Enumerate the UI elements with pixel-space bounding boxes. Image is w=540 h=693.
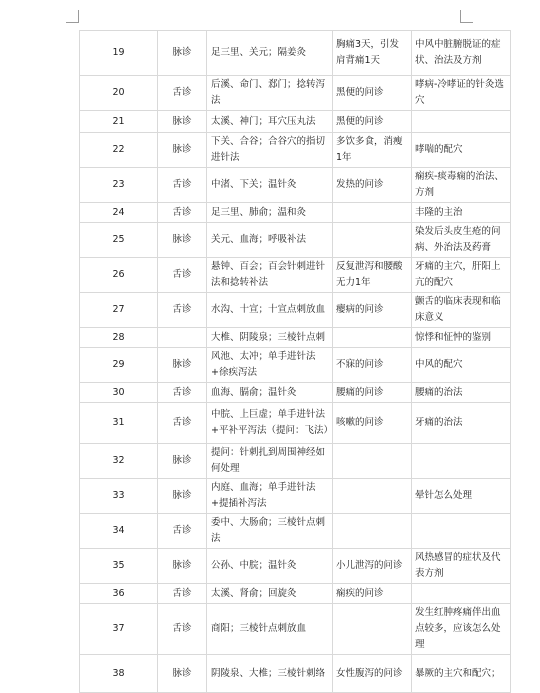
discussion-topic-cell: 惊悸和怔忡的鉴别 bbox=[412, 328, 511, 348]
table-row bbox=[80, 655, 511, 693]
acupoint-operation-cell: 足三里、肺俞；温和灸 bbox=[207, 203, 333, 223]
table-row bbox=[80, 383, 511, 403]
case-inquiry-cell: 发热的问诊 bbox=[333, 168, 412, 203]
case-inquiry-cell: 瘿病的问诊 bbox=[333, 293, 412, 328]
discussion-topic-cell: 暴厥的主穴和配穴； bbox=[412, 655, 511, 693]
acupoint-operation-cell: 关元、血海；呼吸补法 bbox=[207, 223, 333, 258]
acupoint-operation-cell: 下关、合谷；合谷穴的指切进针法 bbox=[207, 133, 333, 168]
exam-type-cell: 脉诊 bbox=[158, 133, 207, 168]
case-inquiry-cell: 黑便的问诊 bbox=[333, 111, 412, 133]
table-row bbox=[80, 328, 511, 348]
acupoint-operation-cell: 血海、膈俞；温针灸 bbox=[207, 383, 333, 403]
table-row bbox=[80, 584, 511, 604]
discussion-topic-cell: 丰隆的主治 bbox=[412, 203, 511, 223]
discussion-topic-cell: 颤舌的临床表现和临床意义 bbox=[412, 293, 511, 328]
acupoint-operation-cell: 中渚、下关；温针灸 bbox=[207, 168, 333, 203]
case-inquiry-cell bbox=[333, 223, 412, 258]
case-inquiry-cell: 小儿泄泻的问诊 bbox=[333, 549, 412, 584]
exam-type-cell: 脉诊 bbox=[158, 444, 207, 479]
case-inquiry-cell: 不寐的问诊 bbox=[333, 348, 412, 383]
table-row bbox=[80, 111, 511, 133]
row-number-cell: 26 bbox=[80, 258, 158, 293]
row-number-cell: 32 bbox=[80, 444, 158, 479]
row-number-cell: 22 bbox=[80, 133, 158, 168]
discussion-topic-cell: 哮病-冷哮证的针灸选穴 bbox=[412, 76, 511, 111]
table-body bbox=[80, 31, 511, 693]
exam-type-cell: 舌诊 bbox=[158, 168, 207, 203]
acupoint-operation-cell: 太溪、肾俞；回旋灸 bbox=[207, 584, 333, 604]
discussion-topic-cell: 染发后头皮生疮的问病、外治法及药膏 bbox=[412, 223, 511, 258]
exam-type-cell: 舌诊 bbox=[158, 584, 207, 604]
acupoint-operation-cell: 太溪、神门；耳穴压丸法 bbox=[207, 111, 333, 133]
table-row bbox=[80, 348, 511, 383]
row-number-cell: 30 bbox=[80, 383, 158, 403]
case-inquiry-cell: 黑便的问诊 bbox=[333, 76, 412, 111]
case-inquiry-cell bbox=[333, 328, 412, 348]
row-number-cell: 25 bbox=[80, 223, 158, 258]
case-inquiry-cell: 痫疾的问诊 bbox=[333, 584, 412, 604]
discussion-topic-cell: 腰痛的治法 bbox=[412, 383, 511, 403]
exam-type-cell: 脉诊 bbox=[158, 31, 207, 76]
discussion-topic-cell: 中风的配穴 bbox=[412, 348, 511, 383]
row-number-cell: 34 bbox=[80, 514, 158, 549]
acupoint-operation-cell: 商阳；三棱针点刺放血 bbox=[207, 604, 333, 655]
exam-type-cell: 脉诊 bbox=[158, 348, 207, 383]
discussion-topic-cell: 痫疾-痰毒痫的治法、方剂 bbox=[412, 168, 511, 203]
acupoint-operation-cell: 后溪、命门、郄门；捻转泻法 bbox=[207, 76, 333, 111]
discussion-topic-cell: 牙痛的主穴，肝阳上亢的配穴 bbox=[412, 258, 511, 293]
acupoint-operation-cell: 足三里、关元；隔姜灸 bbox=[207, 31, 333, 76]
crop-mark-top-left bbox=[66, 10, 79, 23]
case-inquiry-cell bbox=[333, 444, 412, 479]
discussion-topic-cell: 晕针怎么处理 bbox=[412, 479, 511, 514]
discussion-topic-cell: 牙痛的治法 bbox=[412, 403, 511, 444]
discussion-topic-cell bbox=[412, 444, 511, 479]
exam-type-cell bbox=[158, 328, 207, 348]
row-number-cell: 21 bbox=[80, 111, 158, 133]
table-row bbox=[80, 514, 511, 549]
discussion-topic-cell: 风热感冒的症状及代表方剂 bbox=[412, 549, 511, 584]
exam-type-cell: 脉诊 bbox=[158, 111, 207, 133]
exam-type-cell: 舌诊 bbox=[158, 514, 207, 549]
table-row bbox=[80, 403, 511, 444]
row-number-cell: 23 bbox=[80, 168, 158, 203]
exam-type-cell: 舌诊 bbox=[158, 203, 207, 223]
table-row bbox=[80, 31, 511, 76]
case-inquiry-cell bbox=[333, 479, 412, 514]
acupoint-operation-cell: 委中、大肠俞；三棱针点刺法 bbox=[207, 514, 333, 549]
discussion-topic-cell bbox=[412, 111, 511, 133]
table-row bbox=[80, 203, 511, 223]
table-row bbox=[80, 168, 511, 203]
table-row bbox=[80, 133, 511, 168]
row-number-cell: 35 bbox=[80, 549, 158, 584]
acupoint-operation-cell: 公孙、中脘；温针灸 bbox=[207, 549, 333, 584]
row-number-cell: 20 bbox=[80, 76, 158, 111]
exam-type-cell: 舌诊 bbox=[158, 604, 207, 655]
row-number-cell: 29 bbox=[80, 348, 158, 383]
table-row bbox=[80, 258, 511, 293]
discussion-topic-cell: 哮喘的配穴 bbox=[412, 133, 511, 168]
case-inquiry-cell: 女性腹泻的问诊 bbox=[333, 655, 412, 693]
exam-type-cell: 舌诊 bbox=[158, 258, 207, 293]
case-inquiry-cell: 咳嗽的问诊 bbox=[333, 403, 412, 444]
row-number-cell: 38 bbox=[80, 655, 158, 693]
exam-type-cell: 舌诊 bbox=[158, 403, 207, 444]
case-inquiry-cell bbox=[333, 604, 412, 655]
crop-mark-top-right bbox=[460, 10, 473, 23]
table-row bbox=[80, 293, 511, 328]
acupoint-operation-cell: 内庭、血海；单手进针法+提插补泻法 bbox=[207, 479, 333, 514]
row-number-cell: 28 bbox=[80, 328, 158, 348]
exam-topic-table bbox=[79, 30, 511, 693]
case-inquiry-cell bbox=[333, 514, 412, 549]
row-number-cell: 19 bbox=[80, 31, 158, 76]
case-inquiry-cell: 腰痛的问诊 bbox=[333, 383, 412, 403]
acupoint-operation-cell: 阴陵泉、大椎；三棱针刺络 bbox=[207, 655, 333, 693]
row-number-cell: 33 bbox=[80, 479, 158, 514]
row-number-cell: 36 bbox=[80, 584, 158, 604]
case-inquiry-cell bbox=[333, 203, 412, 223]
acupoint-operation-cell: 风池、太冲；单手进针法+徐疾泻法 bbox=[207, 348, 333, 383]
exam-type-cell: 脉诊 bbox=[158, 655, 207, 693]
exam-type-cell: 脉诊 bbox=[158, 223, 207, 258]
discussion-topic-cell: 中风中脏腑脱证的症状、治法及方剂 bbox=[412, 31, 511, 76]
table-row bbox=[80, 479, 511, 514]
table-row bbox=[80, 223, 511, 258]
acupoint-operation-cell: 悬钟、百会；百会针刺进针法和捻转补法 bbox=[207, 258, 333, 293]
exam-type-cell: 舌诊 bbox=[158, 76, 207, 111]
table-row bbox=[80, 76, 511, 111]
table-row bbox=[80, 444, 511, 479]
case-inquiry-cell: 多饮多食，消瘦1年 bbox=[333, 133, 412, 168]
exam-type-cell: 脉诊 bbox=[158, 549, 207, 584]
acupoint-operation-cell: 水沟、十宣；十宣点刺放血 bbox=[207, 293, 333, 328]
acupoint-operation-cell: 提问：针刺扎到周围神经如何处理 bbox=[207, 444, 333, 479]
table-row bbox=[80, 549, 511, 584]
discussion-topic-cell bbox=[412, 514, 511, 549]
row-number-cell: 27 bbox=[80, 293, 158, 328]
row-number-cell: 37 bbox=[80, 604, 158, 655]
discussion-topic-cell: 发生红肿疼痛伴出血点较多，应该怎么处理 bbox=[412, 604, 511, 655]
acupoint-operation-cell: 中脘、上巨虚；单手进针法+平补平泻法（提问：飞法） bbox=[207, 403, 333, 444]
exam-type-cell: 脉诊 bbox=[158, 479, 207, 514]
exam-type-cell: 舌诊 bbox=[158, 383, 207, 403]
case-inquiry-cell: 反复泄泻和腰酸无力1年 bbox=[333, 258, 412, 293]
row-number-cell: 24 bbox=[80, 203, 158, 223]
case-inquiry-cell: 胸痛3天，引发肩背痛1天 bbox=[333, 31, 412, 76]
acupoint-operation-cell: 大椎、阴陵泉；三棱针点刺 bbox=[207, 328, 333, 348]
row-number-cell: 31 bbox=[80, 403, 158, 444]
exam-type-cell: 舌诊 bbox=[158, 293, 207, 328]
discussion-topic-cell bbox=[412, 584, 511, 604]
table-row bbox=[80, 604, 511, 655]
